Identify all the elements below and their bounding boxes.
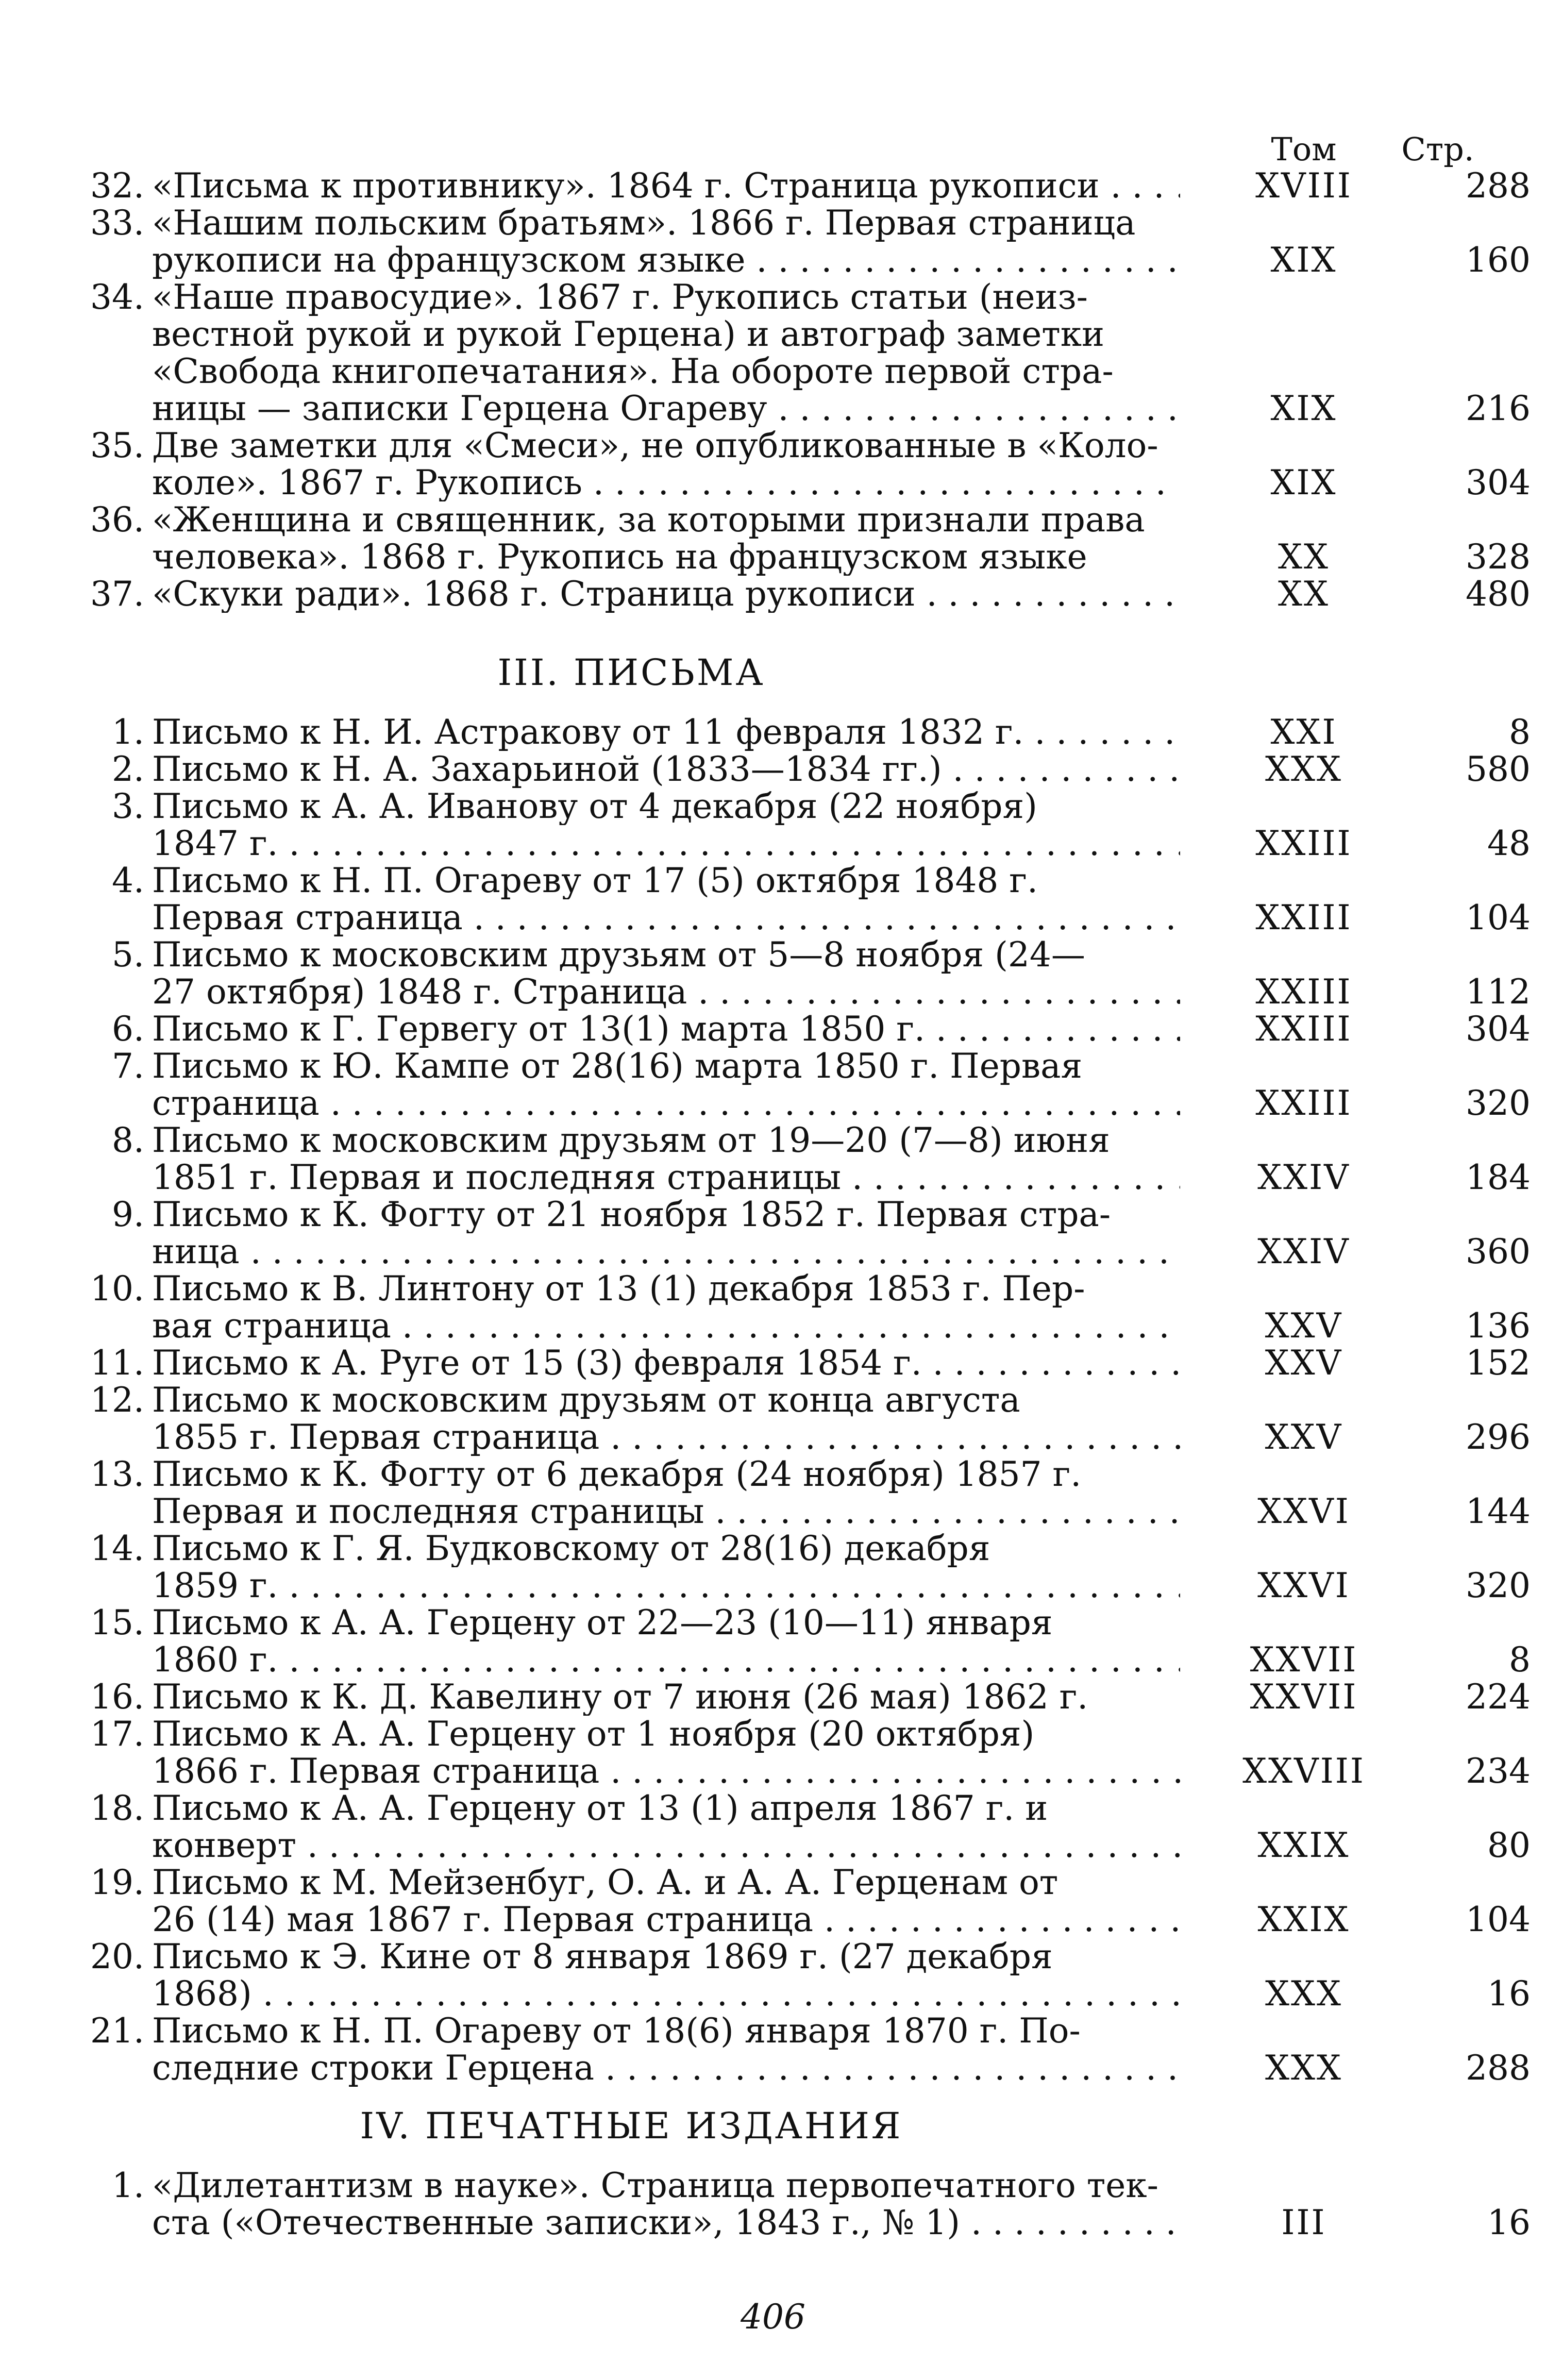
column-header-volume: Том bbox=[1271, 130, 1337, 168]
page-number: 406 bbox=[741, 2297, 805, 2337]
document-page: Том Стр. 32. «Письма к противнику». 1864 г. Страница рукописи . . . XVIII 288 33. «Нашим польским братьям». 1866 г. Первая страница рукописи на французском языке . . . XIX 160 34. «Наше правосудие». 1867 г. Рукопись статьи (неиз- вестной рукой и рукой Герцена) и автограф заметки «Свобода книгопечатания». На обороте первой стра- ницы — записки Герцена Огареву . . . XIX 216 35. Две заметки для «Смеси», не опубликованные в «Коло- коле». 1867 г. Рукопись . . . XIX 304 36. «Женщина и священник, за которыми признали права человека». 1868 г. Рукопись на французском языке XX 328 37. «Скуки ради». 1868 г. Страница рукописи . . . XX 480 III. ПИСЬМА 1. Письмо к Н. И. Астракову от 11 февраля 1832 г. . . . XXI 8 2. Письмо к Н. А. Захарьиной (1833—1834 гг.) . . . XXX 580 3. Письмо к А. А. Иванову от 4 декабря (22 ноября) 1847 г. . . . XXIII 48 4. Письмо к Н. П. Огареву от 17 (5) октября 1848 г. Первая страница . . . XXIII 104 5. Письмо к московским друзьям от 5—8 ноября (24— 27 октября) 1848 г. Страница . . . XXIII 112 6. Письмо к Г. Гервегу от 13(1) марта 1850 г. . . . XXIII 304 7. Письмо к Ю. Кампе от 28(16) марта 1850 г. Первая страница . . . XXIII 320 8. Письмо к московским друзьям от 19—20 (7—8) июня 1851 г. Первая и последняя страницы . . . XXIV 184 9. Письмо к К. Фогту от 21 ноября 1852 г. Первая стра- ница . . . XXIV 360 10. Письмо к В. Линтону от 13 (1) декабря 1853 г. Пер- вая страница . . . XXV 136 11. Письмо к А. Руге от 15 (3) февраля 1854 г. . . . XXV 152 12. Письмо к московским друзьям от конца августа 1855 г. Первая страница . . . XXV 296 13. Письмо к К. Фогту от 6 декабря (24 ноября) 1857 г. Первая и последняя страницы . . . XXVI 144 14. Письмо к Г. Я. Будковскому от 28(16) декабря 1859 г. . . . XXVI 320 15. Письмо к А. А. Герцену от 22—23 (10—11) января 1860 г. . . . XXVII 8 16. Письмо к К. Д. Кавелину от 7 июня (26 мая) 1862 г. XXVII 224 17. Письмо к А. А. Герцену от 1 ноября (20 октября) 1866 г. Первая страница . . . XXVIII 234 18. Письмо к А. А. Герцену от 13 (1) апреля 1867 г. и конверт . . . XXIX 80 19. Письмо к М. Мейзенбуг, О. А. и А. А. Герценам от 26 (14) мая 1867 г. Первая страница . . . XXIX 104 20. Письмо к Э. Кине от 8 января 1869 г. (27 декабря 1868) . . . XXX 16 21. Письмо к Н. П. Огареву от 18(6) января 1870 г. По- следние строки Герцена . . . XXX 288 IV. ПЕЧАТНЫЕ ИЗДАНИЯ 1. «Дилетантизм в науке». Страница первопечатного тек- ста («Отечественные записки», 1843 г., № 1) . . . III 16 406 bbox=[0, 0, 1546, 2380]
column-header-page: Стр. bbox=[1401, 130, 1474, 168]
section-title-printed: IV. ПЕЧАТНЫЕ ИЗДАНИЯ bbox=[360, 2105, 903, 2147]
section-title-letters: III. ПИСЬМА bbox=[497, 651, 765, 694]
